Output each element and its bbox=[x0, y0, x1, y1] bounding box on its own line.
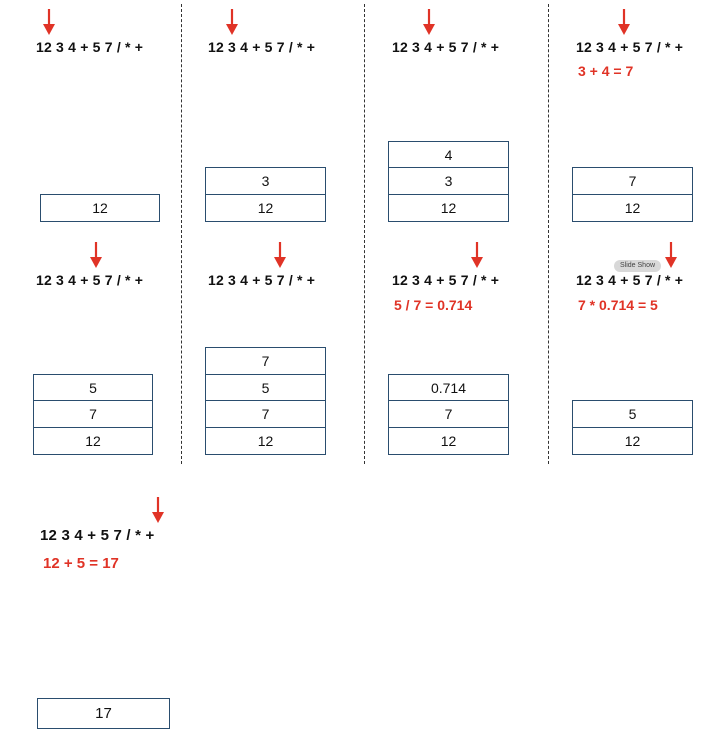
stack-cell: 5 bbox=[33, 374, 153, 402]
down-arrow-icon bbox=[274, 242, 286, 268]
stack-cell: 12 bbox=[205, 427, 326, 455]
rpn-expression: 12 3 4 + 5 7 / * + bbox=[208, 272, 316, 288]
stack-cell: 7 bbox=[33, 400, 153, 428]
calculation-text: 5 / 7 = 0.714 bbox=[394, 297, 473, 313]
stack-cell: 7 bbox=[388, 400, 509, 428]
rpn-expression: 12 3 4 + 5 7 / * + bbox=[36, 39, 144, 55]
stack-cell: 5 bbox=[205, 374, 326, 402]
rpn-expression: 12 3 4 + 5 7 / * + bbox=[392, 272, 500, 288]
calculation-text: 7 * 0.714 = 5 bbox=[578, 297, 658, 313]
stack-cell: 0.714 bbox=[388, 374, 509, 402]
stack-cell: 3 bbox=[205, 167, 326, 195]
calculation-text: 3 + 4 = 7 bbox=[578, 63, 634, 79]
rpn-expression: 12 3 4 + 5 7 / * + bbox=[40, 527, 155, 544]
stack-cell: 12 bbox=[388, 427, 509, 455]
stack-cell: 7 bbox=[205, 400, 326, 428]
stack-cell: 12 bbox=[33, 427, 153, 455]
stack-cell: 4 bbox=[388, 141, 509, 169]
down-arrow-icon bbox=[152, 497, 164, 523]
step-divider bbox=[364, 4, 365, 464]
rpn-expression: 12 3 4 + 5 7 / * + bbox=[392, 39, 500, 55]
stack-cell: 5 bbox=[572, 400, 693, 428]
rpn-expression: 12 3 4 + 5 7 / * + bbox=[576, 272, 684, 288]
stack-cell: 7 bbox=[572, 167, 693, 195]
down-arrow-icon bbox=[90, 242, 102, 268]
down-arrow-icon bbox=[471, 242, 483, 268]
stack-cell: 12 bbox=[572, 427, 693, 455]
rpn-expression: 12 3 4 + 5 7 / * + bbox=[576, 39, 684, 55]
stack-cell: 12 bbox=[205, 194, 326, 222]
rpn-expression: 12 3 4 + 5 7 / * + bbox=[36, 272, 144, 288]
stack-cell: 12 bbox=[388, 194, 509, 222]
rpn-expression: 12 3 4 + 5 7 / * + bbox=[208, 39, 316, 55]
stack-cell: 7 bbox=[205, 347, 326, 375]
stack-cell: 17 bbox=[37, 698, 170, 729]
stack-cell: 12 bbox=[40, 194, 160, 222]
down-arrow-icon bbox=[423, 9, 435, 35]
step-divider bbox=[548, 4, 549, 464]
stack-cell: 12 bbox=[572, 194, 693, 222]
slide-show-tooltip: Slide Show bbox=[614, 260, 661, 272]
down-arrow-icon bbox=[43, 9, 55, 35]
down-arrow-icon bbox=[226, 9, 238, 35]
down-arrow-icon bbox=[618, 9, 630, 35]
down-arrow-icon bbox=[665, 242, 677, 268]
step-divider bbox=[181, 4, 182, 464]
calculation-text: 12 + 5 = 17 bbox=[43, 555, 119, 572]
stack-cell: 3 bbox=[388, 167, 509, 195]
